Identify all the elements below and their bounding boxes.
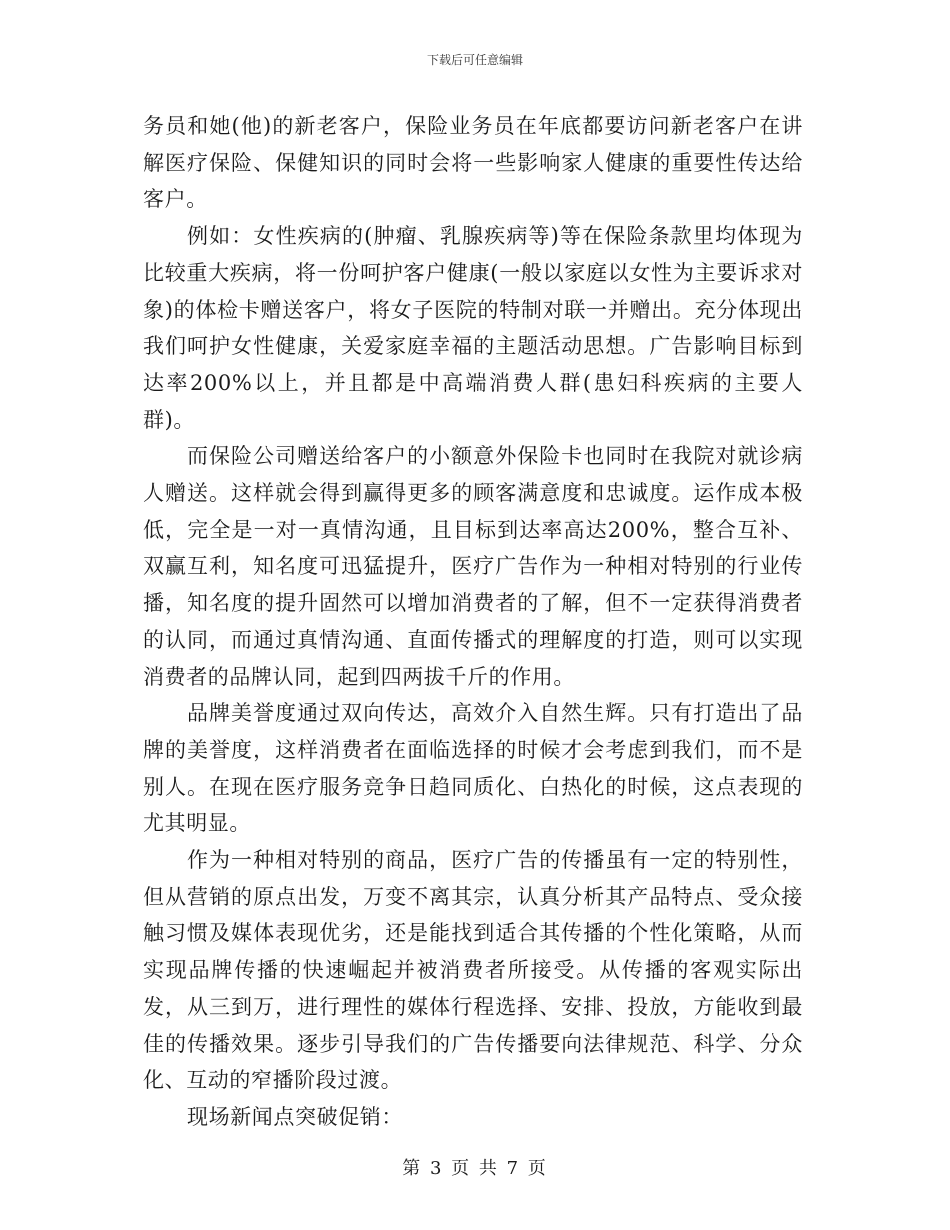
paragraph-1: 务员和她(他)的新老客户，保险业务员在年底都要访问新老客户在讲解医疗保险、保健知识的同时会将一些影响家人健康的重要性传达给客户。 bbox=[143, 114, 803, 212]
paragraph-3: 而保险公司赠送给客户的小额意外保险卡也同时在我院对就诊病人赠送。这样就会得到赢得更多的顾客满意度和忠诚度。运作成本极低，完全是一对一真情沟通，且目标到达率高达200%，整合互补、双赢互利，知名度可迅猛提升，医疗广告作为一种相对特别的行业传播，知名度的提升固然可以增加消费者的了解，但不一定获得消费者的认同，而通过真情沟通、直面传播式的理解度的打造，则可以实现消费者的品牌认同，起到四两拔千斤的作用。 bbox=[143, 444, 803, 689]
paragraph-2: 例如：女性疾病的(肿瘤、乳腺疾病等)等在保险条款里均体现为比较重大疾病，将一份呵护客户健康(一般以家庭以女性为主要诉求对象)的体检卡赠送客户，将女子医院的特制对联一并赠出。充分体现出我们呵护女性健康，关爱家庭幸福的主题活动思想。广告影响目标到达率200%以上，并且都是中高端消费人群(患妇科疾病的主要人群)。 bbox=[143, 224, 803, 432]
paragraph-4: 品牌美誉度通过双向传达，高效介入自然生辉。只有打造出了品牌的美誉度，这样消费者在面临选择的时候才会考虑到我们，而不是别人。在现在医疗服务竞争日趋同质化、白热化的时候，这点表现的尤其明显。 bbox=[143, 701, 803, 836]
paragraph-5: 作为一种相对特别的商品，医疗广告的传播虽有一定的特别性，但从营销的原点出发，万变不离其宗，认真分析其产品特点、受众接触习惯及媒体表现优劣，还是能找到适合其传播的个性化策略，从而实现品牌传播的快速崛起并被消费者所接受。从传播的客观实际出发，从三到万，进行理性的媒体行程选择、安排、投放，方能收到最佳的传播效果。逐步引导我们的广告传播要向法律规范、科学、分众化、互动的窄播阶段过渡。 bbox=[143, 848, 803, 1093]
body-text bbox=[143, 108, 803, 1136]
paragraph-6: 现场新闻点突破促销： bbox=[187, 1104, 403, 1129]
page-header: 下载后可任意编辑 bbox=[426, 53, 523, 67]
page-footer: 第 3 页 共 7 页 bbox=[402, 1158, 548, 1179]
